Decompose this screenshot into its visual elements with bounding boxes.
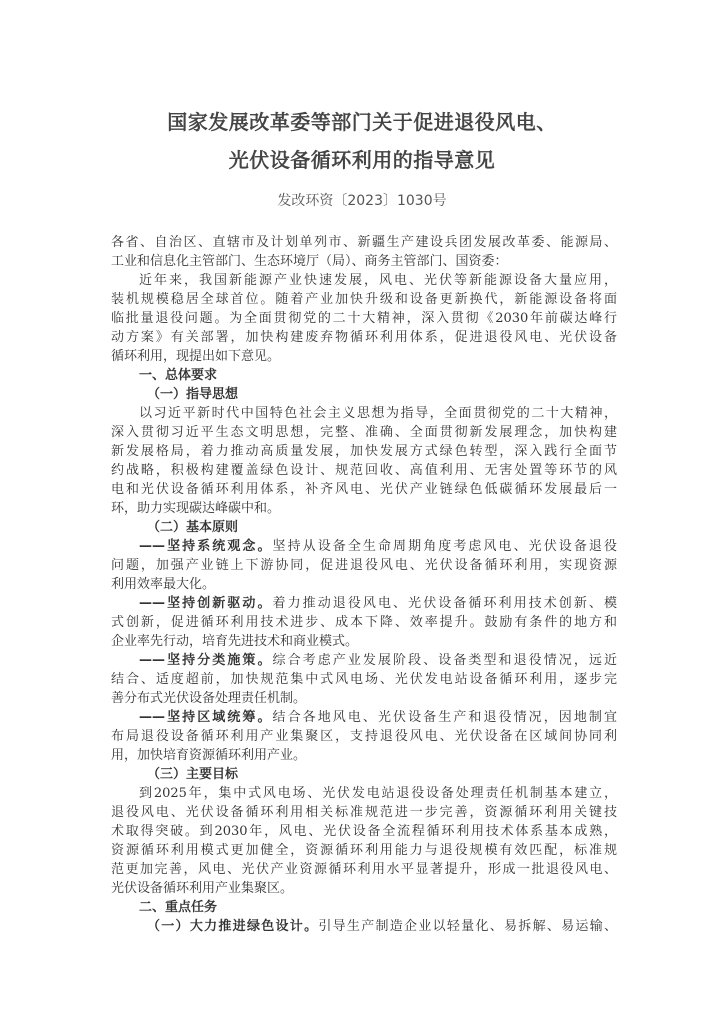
intro-line: 装机规模稳居全球首位。随着产业加快升级和设备更新换代，新能源设备将面 [111, 292, 617, 307]
principle-lead: ——坚持创新驱动。 [139, 596, 273, 611]
intro-line: 近年来，我国新能源产业快速发展，风电、光伏等新能源设备大量应用， [139, 273, 617, 288]
subsection-heading: （二）基本原则 [147, 520, 239, 535]
principle-first-line [111, 708, 617, 727]
paragraph-line: 结合、适度超前，加快规范集中式风电场、光伏发电站设备循环利用，逐步完 [111, 672, 617, 687]
paragraph-line: 企业率先行动，培育先进技术和商业模式。 [111, 634, 359, 649]
principle-text: 着力推动退役风电、光伏设备循环利用技术创新、模 [272, 596, 617, 611]
paragraph-line: 以习近平新时代中国特色社会主义思想为指导，全面贯彻党的二十大精神， [139, 406, 617, 421]
principle-text: 结合各地风电、光伏设备生产和退役情况，因地制宜 [272, 710, 617, 725]
paragraph-line: 退役风电、光伏设备循环利用相关标准规范进一步完善，资源循环利用关键技 [111, 805, 617, 820]
paragraph-line: 术取得突破。到2030年，风电、光伏设备全流程循环利用技术体系基本成熟， [111, 824, 617, 839]
paragraph-line: 用，加快培育资源循环利用产业。 [111, 748, 307, 763]
intro-line: 临批量退役问题。为全面贯彻党的二十大精神，深入贯彻《2030年前碳达峰行 [111, 311, 617, 326]
principle-first-line [111, 651, 617, 670]
paragraph-line: 范更加完善，风电、光伏产业资源循环利用水平显著提升，形成一批退役风电、 [111, 862, 617, 877]
paragraph-line: 式创新，促进循环利用技术进步、成本下降、效率提升。鼓励有条件的地方和 [111, 615, 617, 630]
principle-first-line [111, 537, 617, 556]
section-heading: 二、重点任务 [139, 900, 218, 915]
section-heading: 一、总体要求 [139, 368, 218, 383]
paragraph-line: 资源循环利用模式更加健全，资源循环利用能力与退役规模有效匹配，标准规 [111, 843, 617, 858]
principle-text: 坚持从设备全生命周期角度考虑风电、光伏设备退役 [272, 539, 617, 554]
principle-text: 综合考虑产业发展阶段、设备类型和退役情况，远近 [272, 653, 617, 668]
paragraph-line: 深入贯彻习近平生态文明思想，完整、准确、全面贯彻新发展理念，加快构建 [111, 425, 617, 440]
paragraph-line: 善分布式光伏设备处理责任机制。 [111, 691, 307, 706]
subsection-heading: （三）主要目标 [147, 767, 239, 782]
paragraph-line: 布局退役设备循环利用产业集聚区，支持退役风电、光伏设备在区域间协同利 [111, 729, 617, 744]
paragraph-line: 环，助力实现碳达峰碳中和。 [111, 501, 281, 516]
principle-lead: ——坚持系统观念。 [139, 539, 273, 554]
task-lead: （一）大力推进绿色设计。 [147, 919, 319, 934]
paragraph-line: 电和光伏设备循环利用体系，补齐风电、光伏产业链绿色低碳循环发展最后一 [111, 482, 617, 497]
paragraph-line: 光伏设备循环利用产业集聚区。 [111, 881, 294, 896]
document-title-line-2: 光伏设备循环利用的指导意见 [228, 148, 496, 172]
intro-line: 动方案》有关部署，加快构建废弃物循环利用体系，促进退役风电、光伏设备 [111, 330, 617, 345]
addressee-line: 各省、自治区、直辖市及计划单列市、新疆生产建设兵团发展改革委、能源局、 [111, 235, 617, 250]
principle-lead: ——坚持分类施策。 [139, 653, 273, 668]
document-title-line-1: 国家发展改革委等部门关于促进退役风电、 [167, 110, 557, 134]
principle-lead: ——坚持区域统筹。 [139, 710, 273, 725]
principle-first-line [111, 594, 617, 613]
task-text: 引导生产制造企业以轻量化、易拆解、易运输、 [318, 919, 617, 934]
paragraph-line: 约战略，积极构建覆盖绿色设计、规范回收、高值利用、无害处置等环节的风 [111, 463, 617, 478]
paragraph-line: 问题，加强产业链上下游协同，促进退役风电、光伏设备循环利用，实现资源 [111, 558, 617, 573]
document-number: 发改环资〔2023〕1030号 [277, 193, 447, 209]
paragraph-line: 新发展格局，着力推动高质量发展，加快发展方式绿色转型，深入践行全面节 [111, 444, 617, 459]
addressee-line: 工业和信息化主管部门、生态环境厅（局）、商务主管部门、国资委： [111, 254, 508, 269]
paragraph-line: 利用效率最大化。 [111, 577, 216, 592]
intro-line: 循环利用，现提出如下意见。 [111, 349, 281, 364]
subsection-heading: （一）指导思想 [147, 387, 239, 402]
task-first-line [111, 917, 617, 936]
document-body [111, 233, 617, 936]
paragraph-line: 到2025年，集中式风电场、光伏发电站退役设备处理责任机制基本建立， [139, 786, 617, 801]
